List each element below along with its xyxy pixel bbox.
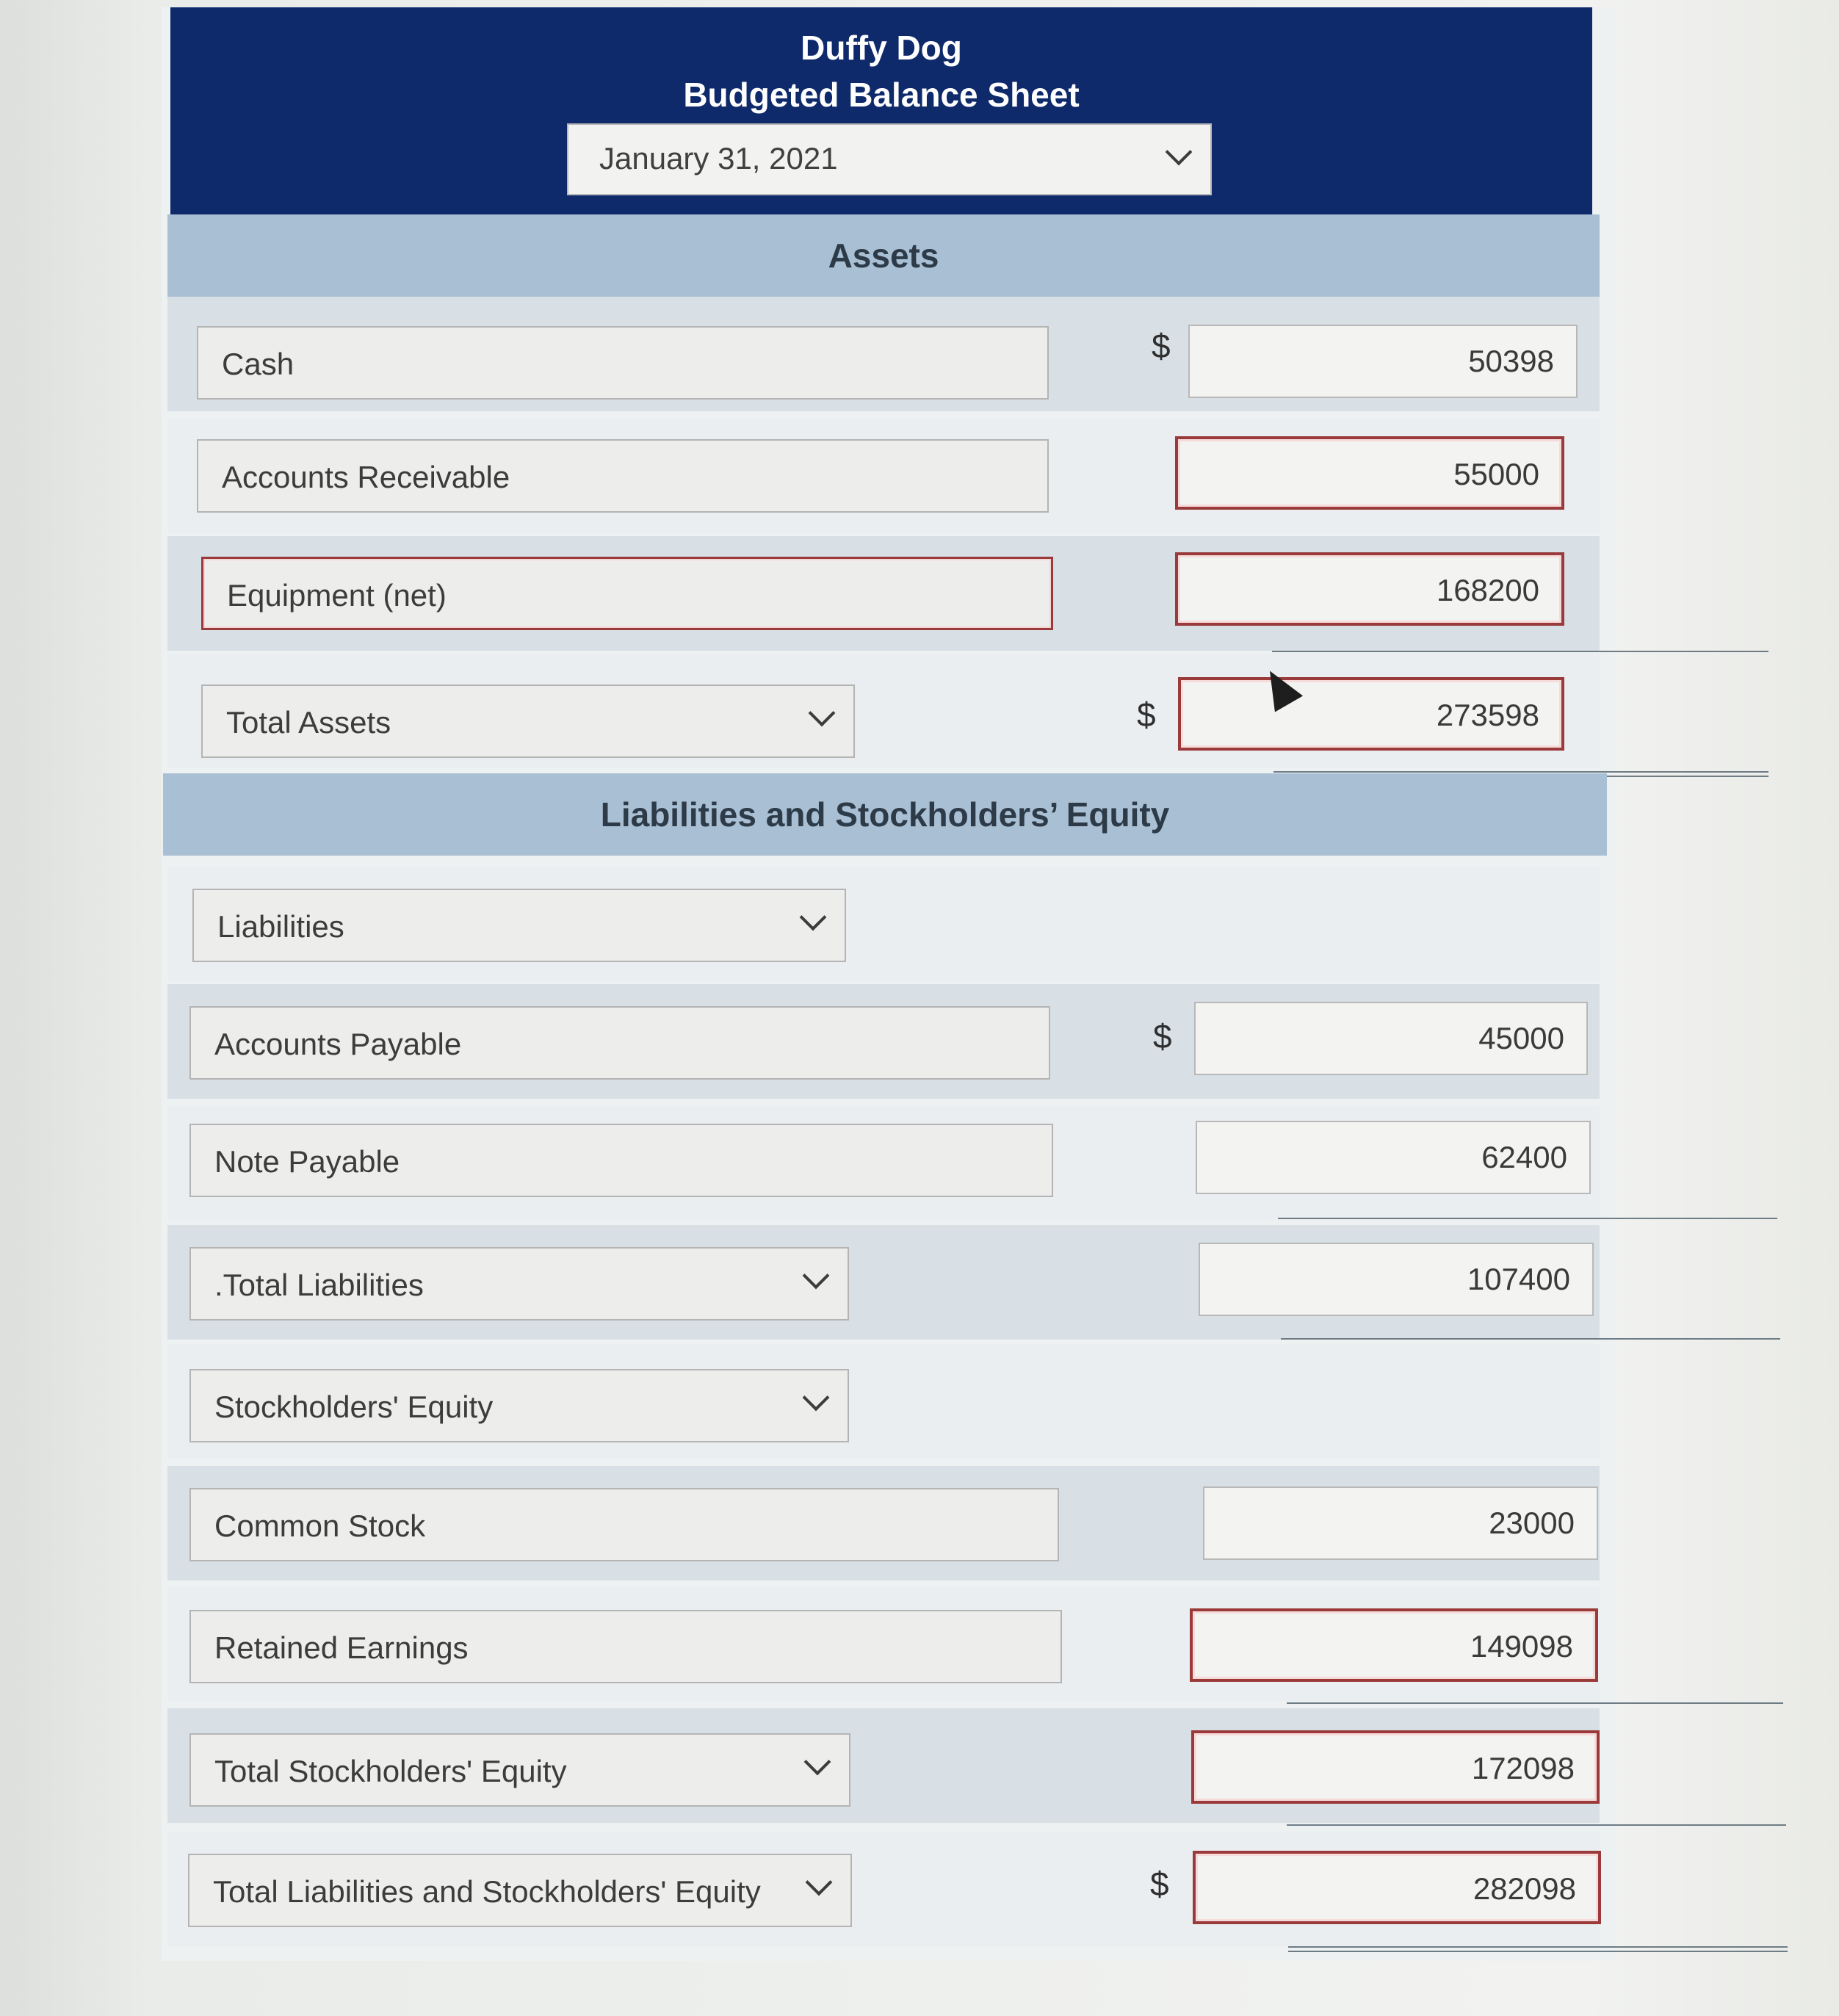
- subtotal-underline: [1287, 1824, 1786, 1826]
- total-stockholders-equity-label: Total Stockholders' Equity: [214, 1754, 567, 1788]
- dollar-sign: $: [1153, 1017, 1172, 1055]
- chevron-down-icon: [803, 1262, 830, 1290]
- dollar-sign: $: [1137, 696, 1156, 734]
- sheet-title: Budgeted Balance Sheet: [683, 76, 1080, 114]
- section-header-assets: Assets: [167, 214, 1600, 297]
- liabilities-dropdown[interactable]: [192, 889, 846, 962]
- common-stock-amount: 23000: [1489, 1506, 1575, 1540]
- row-cash: [167, 297, 1600, 411]
- chevron-down-icon: [803, 1384, 830, 1412]
- row-equipment: [167, 536, 1600, 651]
- equipment-label: Equipment (net): [227, 578, 447, 613]
- date-dropdown-value: January 31, 2021: [599, 141, 838, 176]
- row-accounts-receivable: [167, 419, 1600, 533]
- total-liabilities-equity-label: Total Liabilities and Stockholders' Equity: [213, 1874, 761, 1909]
- total-liabilities-amount-input[interactable]: [1199, 1243, 1594, 1316]
- accounts-receivable-amount: 55000: [1453, 457, 1539, 491]
- subtotal-underline: [1281, 1338, 1780, 1340]
- dollar-sign: $: [1150, 1865, 1169, 1903]
- retained-earnings-label-field[interactable]: [189, 1610, 1062, 1683]
- cash-label: Cash: [222, 347, 295, 381]
- row-liabilities-heading: [167, 867, 1600, 981]
- row-note-payable: [167, 1106, 1600, 1221]
- chevron-down-icon: [804, 1749, 831, 1776]
- chevron-down-icon: [800, 904, 827, 931]
- total-liabilities-dropdown[interactable]: [189, 1247, 849, 1320]
- total-liabilities-equity-amount-input[interactable]: [1193, 1851, 1601, 1924]
- accounts-receivable-label: Accounts Receivable: [222, 460, 510, 494]
- subtotal-underline: [1272, 651, 1768, 652]
- note-payable-amount-input[interactable]: [1196, 1121, 1591, 1194]
- cash-amount: 50398: [1468, 344, 1554, 378]
- liabilities-label: Liabilities: [217, 909, 344, 944]
- accounts-payable-amount-input[interactable]: [1194, 1002, 1588, 1075]
- balance-sheet-form: [162, 7, 1616, 1961]
- total-liabilities-label: .Total Liabilities: [214, 1268, 424, 1302]
- date-dropdown[interactable]: [567, 123, 1212, 195]
- dollar-sign: $: [1152, 327, 1171, 365]
- total-double-underline: [1288, 1946, 1788, 1948]
- cash-amount-input[interactable]: [1188, 325, 1578, 398]
- accounts-payable-label: Accounts Payable: [214, 1027, 462, 1061]
- row-accounts-payable: [167, 984, 1600, 1099]
- retained-earnings-label: Retained Earnings: [214, 1630, 469, 1665]
- total-liabilities-equity-dropdown[interactable]: [188, 1854, 852, 1927]
- retained-earnings-amount-input[interactable]: [1190, 1608, 1598, 1682]
- accounts-payable-amount: 45000: [1478, 1021, 1564, 1055]
- row-equity-heading: [167, 1344, 1600, 1459]
- row-total-liabilities: [167, 1225, 1600, 1340]
- equipment-amount: 168200: [1436, 573, 1539, 607]
- total-assets-dropdown[interactable]: [201, 684, 855, 758]
- chevron-down-icon: [806, 1869, 833, 1896]
- common-stock-label: Common Stock: [214, 1509, 426, 1543]
- retained-earnings-amount: 149098: [1470, 1629, 1573, 1663]
- total-stockholders-equity-amount: 172098: [1471, 1751, 1575, 1785]
- subtotal-underline: [1287, 1702, 1783, 1704]
- chevron-down-icon: [1166, 139, 1193, 166]
- total-double-underline: [1273, 771, 1768, 773]
- stockholders-equity-dropdown[interactable]: [189, 1369, 849, 1442]
- common-stock-amount-input[interactable]: [1203, 1486, 1598, 1560]
- row-common-stock: [167, 1466, 1600, 1580]
- total-assets-label: Total Assets: [226, 705, 391, 740]
- total-stockholders-equity-amount-input[interactable]: [1191, 1730, 1600, 1804]
- row-total-stockholders-equity: [167, 1708, 1600, 1823]
- equipment-label-field[interactable]: [201, 557, 1053, 630]
- section-header-liabilities-equity: Liabilities and Stockholders’ Equity: [163, 773, 1607, 856]
- note-payable-label-field[interactable]: [189, 1124, 1053, 1197]
- stockholders-equity-label: Stockholders' Equity: [214, 1390, 494, 1424]
- total-assets-amount: 273598: [1436, 698, 1539, 732]
- total-assets-amount-input[interactable]: [1178, 677, 1564, 751]
- common-stock-label-field[interactable]: [189, 1488, 1059, 1561]
- sheet-header: [170, 7, 1592, 214]
- accounts-receivable-amount-input[interactable]: [1175, 436, 1564, 510]
- row-retained-earnings: [167, 1586, 1600, 1701]
- accounts-receivable-label-field[interactable]: [197, 439, 1049, 513]
- note-payable-label: Note Payable: [214, 1144, 400, 1179]
- note-payable-amount: 62400: [1481, 1140, 1567, 1174]
- accounts-payable-label-field[interactable]: [189, 1006, 1050, 1080]
- total-liabilities-equity-amount: 282098: [1473, 1871, 1576, 1906]
- company-name: Duffy Dog: [801, 29, 962, 67]
- total-liabilities-amount: 107400: [1467, 1262, 1570, 1296]
- cash-label-field[interactable]: [197, 326, 1049, 400]
- row-total-assets: [167, 654, 1600, 768]
- total-double-underline: [1288, 1951, 1788, 1952]
- subtotal-underline: [1278, 1218, 1777, 1219]
- row-total-liabilities-equity: [167, 1832, 1600, 1946]
- chevron-down-icon: [809, 700, 836, 727]
- total-stockholders-equity-dropdown[interactable]: [189, 1733, 850, 1807]
- equipment-amount-input[interactable]: [1175, 552, 1564, 626]
